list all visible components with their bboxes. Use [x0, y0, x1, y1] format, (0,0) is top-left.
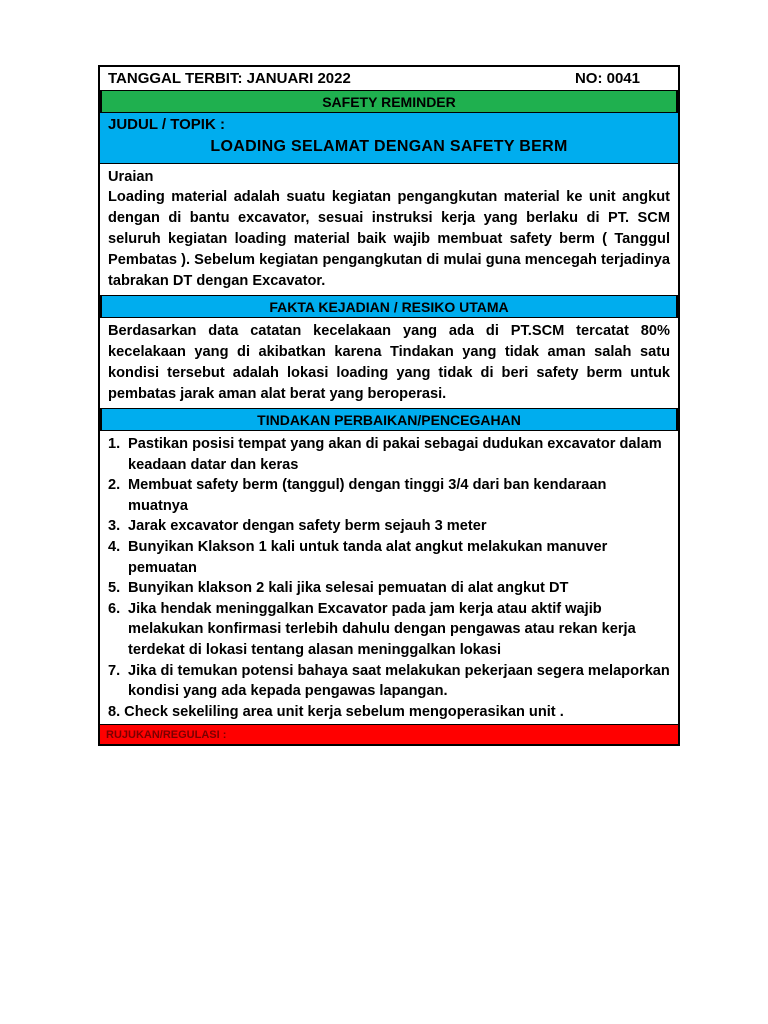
list-item: 4. Bunyikan Klakson 1 kali untuk tanda alat angkut melakukan manuver pemuatan: [108, 538, 608, 576]
list-item: 7. Jika di temukan potensi bahaya saat melakukan pekerjaan segera melaporkan kondisi yang ada kepada pengawas lapangan.: [108, 662, 670, 700]
tindakan-band: TINDAKAN PERBAIKAN/PENCEGAHAN: [100, 409, 678, 431]
rujukan-band: [100, 725, 678, 744]
document-number: NO: 0041: [574, 70, 640, 87]
uraian-label: Uraian: [108, 169, 154, 185]
safety-reminder-band: SAFETY REMINDER: [100, 91, 678, 113]
document-header: [100, 67, 678, 91]
list-item: 1. Pastikan posisi tempat yang akan di pakai sebagai dudukan excavator dalam keadaan datar dan keras: [108, 436, 662, 473]
topic-label: JUDUL / TOPIK :: [108, 116, 225, 133]
rujukan-label: RUJUKAN/REGULASI :: [106, 728, 227, 741]
list-item: 8. Check sekeliling area unit kerja sebelum mengoperasikan unit .: [108, 703, 564, 720]
safety-reminder-card: [98, 65, 680, 746]
topic-section: [100, 113, 678, 164]
tindakan-list: [100, 431, 678, 724]
list-item: 3. Jarak excavator dengan safety berm sejauh 3 meter: [108, 518, 487, 535]
list-item: 5. Bunyikan klakson 2 kali jika selesai pemuatan di alat angkut DT: [108, 580, 569, 597]
tindakan-section: [100, 431, 678, 725]
uraian-text: Loading material adalah suatu kegiatan pengangkutan material ke unit angkut dengan di bantu excavator, sesuai instruksi kerja yang berlaku di PT. SCM seluruh kegiatan loading material baik wajib membuat safety berm ( Tanggul Pembatas ). Sebelum kegiatan pengangkutan di mulai guna mencegah terjadinya tabrakan DT dengan Excavator.: [108, 189, 670, 289]
topic-title: LOADING SELAMAT DENGAN SAFETY BERM: [210, 138, 568, 155]
fakta-band: FAKTA KEJADIAN / RESIKO UTAMA: [100, 296, 678, 318]
fakta-text: Berdasarkan data catatan kecelakaan yang ada di PT.SCM tercatat 80% kecelakaan yang di akibatkan karena Tindakan yang tidak aman salah satu kondisi tersebut adalah lokasi loading yang tidak di beri safety berm untuk pembatas jarak aman alat berat yang beroperasi.: [100, 318, 678, 409]
uraian-section: [100, 164, 678, 296]
list-item: 2. Membuat safety berm (tanggul) dengan tinggi 3/4 dari ban kendaraan muatnya: [108, 477, 607, 514]
list-item: 6. Jika hendak meninggalkan Excavator pada jam kerja atau aktif wajib melakukan konfirmasi terlebih dahulu dengan pengawas atau rekan kerja terdekat di lokasi tentang alasan meninggalkan lokasi: [108, 600, 636, 658]
issue-date: TANGGAL TERBIT: JANUARI 2022: [108, 70, 351, 87]
